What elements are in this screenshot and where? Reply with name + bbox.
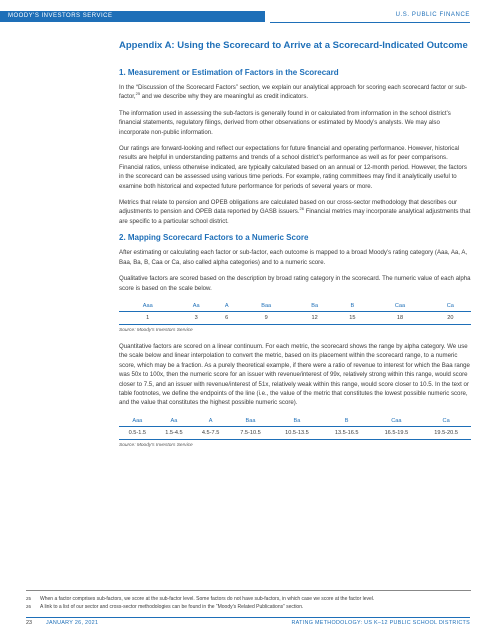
table-header-cell: Ba — [295, 300, 335, 312]
page-number: 23 — [26, 620, 32, 626]
table-cell: 3 — [176, 311, 216, 324]
section-2-heading: 2. Mapping Scorecard Factors to a Numeric Score — [119, 233, 309, 243]
table-header-cell: Aaa — [119, 415, 156, 427]
table-cell: 12 — [295, 311, 335, 324]
table-cell: 18 — [370, 311, 429, 324]
table-header-cell: A — [216, 300, 238, 312]
table-cell: 15 — [334, 311, 370, 324]
table-header-cell: Baa — [229, 415, 272, 427]
footer-rule — [26, 617, 470, 618]
section-1-paragraph-1: In the “Discussion of the Scorecard Factors” section, we explain our analytical approach for scoring each scorecard factor or sub-factor,$^{25}$ and we describe why they are meaningful as credit indicators. — [119, 84, 467, 101]
table-cell: 4.5-7.5 — [192, 426, 229, 439]
footnote-26 — [26, 603, 471, 611]
footnote-text: When a factor comprises sub-factors, we score at the sub-factor level. Some factors do not have sub-factors, in which case we score at the factor level. — [40, 596, 375, 602]
table-cell: 13.5-16.5 — [322, 426, 372, 439]
table-header-row — [119, 415, 471, 427]
table-header-cell: Ca — [430, 300, 471, 312]
table-header-cell: Aaa — [119, 300, 176, 312]
brand-name: MOODY'S INVESTORS SERVICE — [8, 13, 113, 19]
table-cell: 1 — [119, 311, 176, 324]
table-header-cell: B — [334, 300, 370, 312]
table-2-source: Source: Moody's Investors Service — [119, 442, 193, 448]
table-1-source: Source: Moody's Investors Service — [119, 327, 193, 333]
section-1-paragraph-2: The information used in assessing the sub-factors is generally found in or calculated from information in the school district’s financial statements, regulatory filings, derived from other observations or estimated by Moody’s analysts. We may also incorporate non-public information. — [119, 109, 451, 136]
section-2-paragraph-2: Qualitative factors are scored based on the description by broad rating category in the scorecard. The numeric value of each alpha score is based on the scale below. — [119, 275, 471, 292]
main-content — [119, 40, 471, 457]
footnote-25 — [26, 595, 471, 603]
alpha-score-table — [119, 300, 471, 325]
table-cell: 6 — [216, 311, 238, 324]
table-cell: 9 — [237, 311, 294, 324]
section-2-paragraph-3: Quantitative factors are scored on a linear continuum. For each metric, the scorecard shows the range by alpha category. We use the scale below and linear interpolation to convert the metric, based on its placement within the scorecard range, to a numeric score, which may be a fraction. As a purely theoretical example, if there were a ratio of revenue to interest for which the Baa range was 50x to 100x, then the numeric score for an issuer with revenue/interest of 99x, relatively strong within this range, would score closer to 7.5, and an issuer with revenue/interest of 51x, relatively weak within this range, would score closer to 10.5. In the text or table footnotes, we define the endpoints of the line (i.e., the value of the metric that constitutes the lowest possible numeric score, and the value that constitutes the highest possible numeric score). — [119, 342, 470, 407]
table-cell: 16.5-19.5 — [372, 426, 422, 439]
brand-bar — [0, 11, 265, 22]
table-cell: 0.5-1.5 — [119, 426, 156, 439]
table-cell: 7.5-10.5 — [229, 426, 272, 439]
table-header-cell: Caa — [370, 300, 429, 312]
table-header-cell: A — [192, 415, 229, 427]
table-header-cell: Ca — [421, 415, 471, 427]
footnote-ref-26[interactable]: 26 — [299, 206, 304, 212]
document-title: RATING METHODOLOGY: US K–12 PUBLIC SCHOOL DISTRICTS — [291, 620, 470, 626]
table-header-cell: Caa — [372, 415, 422, 427]
section-1-paragraph-4: Metrics that relate to pension and OPEB obligations are calculated based on our cross-sector methodology that describes our adjustments to pension and OPEB data reported by GASB issuers.$^{26}$ Financial metrics may incorporate analytical adjustments that are specific to a particular school district. — [119, 199, 471, 225]
section-1-heading: 1. Measurement or Estimation of Factors in the Scorecard — [119, 68, 339, 77]
footnote-number: 25 — [26, 596, 32, 601]
footnote-number: 26 — [26, 604, 32, 609]
section-label: U.S. PUBLIC FINANCE — [395, 12, 470, 18]
table-row — [119, 311, 471, 324]
table-cell: 20 — [430, 311, 471, 324]
footnotes — [26, 590, 471, 611]
numeric-range-table — [119, 415, 471, 440]
table-cell: 1.5-4.5 — [156, 426, 193, 439]
publication-date: JANUARY 26, 2021 — [46, 620, 99, 626]
table-cell: 10.5-13.5 — [272, 426, 322, 439]
table-row — [119, 426, 471, 439]
table-cell: 19.5-20.5 — [421, 426, 471, 439]
footnote-text: A link to a list of our sector and cross-sector methodologies can be found in the “Moody’s Related Publications” section. — [40, 604, 304, 610]
section-2-paragraph-1: After estimating or calculating each factor or sub-factor, each outcome is mapped to a broad Moody’s rating category (Aaa, Aa, A, Baa, Ba, B, Caa or Ca, also called alpha categories) and to a numeric score. — [119, 249, 468, 266]
table-header-cell: Aa — [176, 300, 216, 312]
table-header-cell: Baa — [237, 300, 294, 312]
table-header-cell: Aa — [156, 415, 193, 427]
section-1-paragraph-3: Our ratings are forward-looking and reflect our expectations for future financial and operating performance. However, historical results are helpful in understanding patterns and trends of a school district’s performance as well as for peer comparisons. Financial ratios, unless otherwise indicated, are typically calculated based on an annual or 12-month period. However, the factors in the scorecard can be assessed using various time periods. For example, rating committees may find it analytically useful to examine both historical and expected future performance for periods of several years or more. — [119, 145, 467, 190]
table-header-cell: Ba — [272, 415, 322, 427]
table-header-cell: B — [322, 415, 372, 427]
table-header-row — [119, 300, 471, 312]
footnote-ref-25[interactable]: 25 — [135, 91, 141, 97]
appendix-title: Appendix A: Using the Scorecard to Arrive at a Scorecard-Indicated Outcome — [119, 40, 468, 51]
header-rule — [270, 22, 470, 23]
